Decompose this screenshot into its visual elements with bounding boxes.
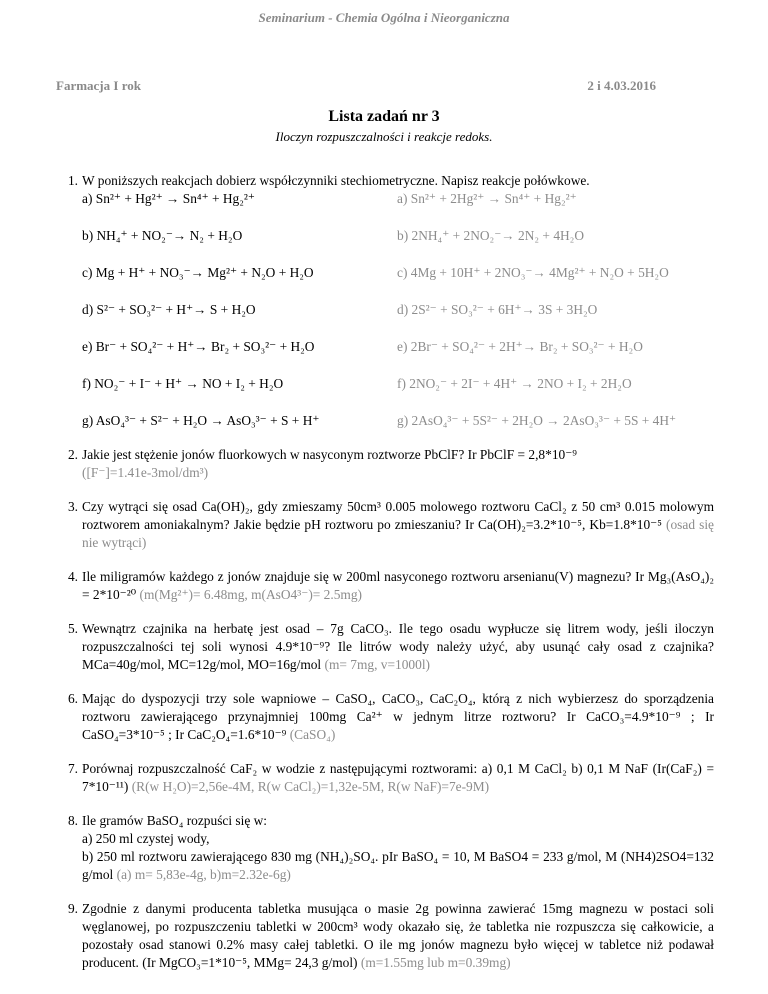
reaction-answer: d) 2S²⁻ + SO₃²⁻ + 6H⁺→ 3S + 3H₂O [397, 302, 598, 317]
reaction-answer: f) 2NO₂⁻ + 2I⁻ + 4H⁺ → 2NO + I₂ + 2H₂O [397, 376, 632, 391]
task-number: 1. [67, 173, 78, 188]
task-list [54, 172, 714, 972]
reaction-answer: g) 2AsO₄³⁻ + 5S²⁻ + 2H₂O → 2AsO₃³⁻ + 5S + 4H⁺ [397, 413, 677, 428]
reaction-question: g) AsO₄³⁻ + S²⁻ + H₂O → AsO₃³⁻ + S + H⁺ [82, 413, 320, 428]
task-number: 4. [67, 569, 78, 584]
task-9 [54, 900, 714, 972]
reaction-question: f) NO₂⁻ + I⁻ + H⁺ → NO + I₂ + H₂O [82, 376, 284, 391]
reaction-question: a) Sn²⁺ + Hg²⁺ → Sn⁴⁺ + Hg₂²⁺ [82, 191, 255, 206]
task-answer: (osad się nie wytrąci) [82, 517, 714, 550]
task-number: 5. [67, 621, 78, 636]
task-number: 9. [67, 901, 78, 916]
task-5 [54, 620, 714, 674]
page-title: Lista zadań nr 3 [328, 108, 440, 125]
task-text: Mając do dyspozycji trzy sole wapniowe – CaSO₄, CaCO₃, CaC₂O₄, którą z nich wybierzesz do sporządzenia roztworu zawierającego przynajmniej 100mg Ca²⁺ w jednym litrze roztworu? Ir CaCO₃=4.9*10⁻⁹ ; Ir CaSO₄=3*10⁻⁵ ; Ir CaC₂O₄=1.6*10⁻⁹ [82, 691, 714, 742]
task-number: 7. [67, 761, 78, 776]
reaction-row-a [82, 190, 714, 208]
task-text: Zgodnie z danymi producenta tabletka musująca o masie 2g powinna zawierać 15mg magnezu w postaci soli węglanowej, po rozpuszczeniu tabletki w 200cm³ wody okazało się, że tabletka nie rozpuszcza się całkowicie, a pozostały osad stanowi 0.2% masy całej tabletki. O ile mg jonów magnezu było więcej w tabletce niż podawał producent. (Ir MgCO₃=1*10⁻⁵, MMg= 24,3 g/mol) [82, 901, 714, 970]
page-subtitle: Iloczyn rozpuszczalności i reakcje redoks. [275, 129, 493, 144]
task-1-intro: W poniższych reakcjach dobierz współczynniki stechiometryczne. Napisz reakcje połówkowe. [82, 173, 590, 188]
reaction-question: c) Mg + H⁺ + NO₃⁻→ Mg²⁺ + N₂O + H₂O [82, 265, 314, 280]
reaction-answer: a) Sn²⁺ + 2Hg²⁺ → Sn⁴⁺ + Hg₂²⁺ [397, 191, 577, 206]
task-4 [54, 568, 714, 604]
task-answer: (R(w H₂O)=2,56e-4M, R(w CaCl₂)=1,32e-5M, R(w NaF)=7e-9M) [131, 779, 490, 794]
task-line: b) 250 ml roztworu zawierającego 830 mg (NH₄)₂SO₄. pIr BaSO₄ = 10, M BaSO4 = 233 g/mol, M (NH4)2SO4=132 g/mol [82, 849, 714, 882]
task-line: a) 250 ml czystej wody, [82, 831, 210, 846]
task-number: 3. [67, 499, 78, 514]
task-answer: (m= 7mg, v=1000l) [324, 657, 430, 672]
group-label: Farmacja I rok [56, 78, 141, 93]
task-7 [54, 760, 714, 796]
task-number: 8. [67, 813, 78, 828]
task-8 [54, 812, 714, 884]
task-answer: (CaSO₄) [289, 727, 336, 742]
reaction-rows [82, 227, 714, 430]
task-answer: ([F⁻]=1.41e-3mol/dm³) [82, 465, 209, 480]
task-6 [54, 690, 714, 744]
task-text: Ile gramów BaSO₄ rozpuści się w: [82, 813, 268, 828]
task-text: Czy wytrąci się osad Ca(OH)₂, gdy zmieszamy 50cm³ 0.005 molowego roztworu CaCl₂ z 50 cm³ 0.015 molowym roztworem amoniakalnym? Jakie będzie pH roztworu po zmieszaniu? Ir Ca(OH)₂=3.2*10⁻⁵, Kb=1.8*10⁻⁵ [82, 499, 714, 532]
reaction-question: e) Br⁻ + SO₄²⁻ + H⁺→ Br₂ + SO₃²⁻ + H₂O [82, 339, 315, 354]
task-answer: (m=1.55mg lub m=0.39mg) [360, 955, 511, 970]
task-text: Jakie jest stężenie jonów fluorkowych w nasyconym roztworze PbClF? Ir PbClF = 2,8*10⁻⁹ [82, 447, 577, 462]
reaction-question: b) NH₄⁺ + NO₂⁻→ N₂ + H₂O [82, 228, 243, 243]
task-number: 2. [67, 447, 78, 462]
date-label: 2 i 4.03.2016 [587, 78, 656, 93]
task-number: 6. [67, 691, 78, 706]
task-text: Porównaj rozpuszczalność CaF₂ w wodzie z następującymi roztworami: a) 0,1 M CaCl₂ b) 0,1 M NaF (Ir(CaF₂) = 7*10⁻¹¹) [82, 761, 714, 794]
task-text: Wewnątrz czajnika na herbatę jest osad – 7g CaCO₃. Ile tego osadu wypłucze się litrem wody, jeśli iloczyn rozpuszczalności tej soli wynosi 4.9*10⁻⁹? Ile litrów wody należy użyć, aby usunąć cały osad z czajnika? MCa=40g/mol, MC=12g/mol, MO=16g/mol [82, 621, 714, 672]
reaction-answer: b) 2NH₄⁺ + 2NO₂⁻→ 2N₂ + 4H₂O [397, 228, 585, 243]
reaction-answer: c) 4Mg + 10H⁺ + 2NO₃⁻→ 4Mg²⁺ + N₂O + 5H₂O [397, 265, 669, 280]
reaction-question: d) S²⁻ + SO₃²⁻ + H⁺→ S + H₂O [82, 302, 256, 317]
task-answer: (a) m= 5,83e-4g, b)m=2.32e-6g) [116, 867, 291, 882]
reaction-answer: e) 2Br⁻ + SO₄²⁻ + 2H⁺→ Br₂ + SO₃²⁻ + H₂O [397, 339, 643, 354]
task-answer: (m(Mg²⁺)= 6.48mg, m(AsO4³⁻)= 2.5mg) [139, 587, 362, 602]
course-header: Seminarium - Chemia Ogólna i Nieorganiczna [258, 10, 510, 25]
task-3 [54, 498, 714, 552]
task-2 [54, 446, 714, 482]
task-text: Ile miligramów każdego z jonów znajduje się w 200ml nasyconego roztworu arsenianu(V) magnezu? Ir Mg₃(AsO₄)₂ = 2*10⁻²⁰ [82, 569, 714, 602]
task-1 [54, 172, 714, 430]
